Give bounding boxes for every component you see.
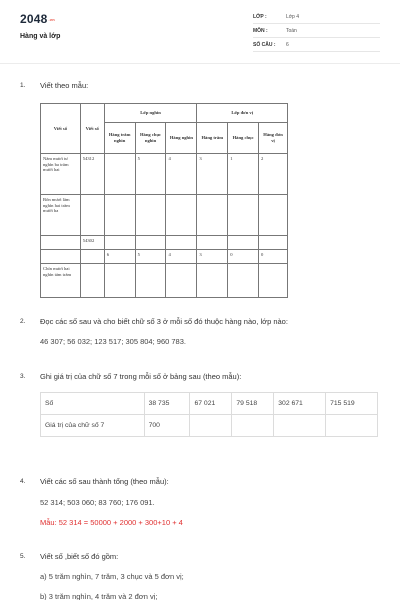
table-cell: Giá trị của chữ số 7 — [41, 415, 145, 437]
meta-value: Lớp 4 — [286, 13, 300, 20]
question-2-text: Đọc các số sau và cho biết chữ số 3 ở mỗi số đó thuộc hàng nào, lớp nào: — [40, 317, 288, 326]
logo-text: 2048 — [20, 12, 48, 26]
meta-row-class — [253, 10, 380, 24]
table-cell[interactable]: 54312 — [80, 154, 104, 195]
table-row — [41, 250, 288, 264]
table-row — [41, 236, 288, 250]
question-4-example: Mẫu: 52 314 = 50000 + 2000 + 300+10 + 4 — [40, 518, 183, 527]
question-4-numbers: 52 314; 503 060; 83 760; 176 091. — [40, 498, 155, 507]
table-cell[interactable] — [135, 264, 166, 298]
table-cell: 302 671 — [274, 393, 326, 415]
table-cell[interactable] — [80, 195, 104, 236]
table-cell[interactable] — [166, 236, 197, 250]
subheader-cell: Hàng chục nghìn — [135, 123, 166, 154]
table-cell[interactable] — [80, 264, 104, 298]
table-cell[interactable] — [41, 236, 81, 250]
table-cell[interactable] — [166, 195, 197, 236]
table-cell[interactable] — [104, 195, 135, 236]
header-cell: Lớp đơn vị — [197, 104, 288, 123]
table-cell[interactable] — [228, 236, 259, 250]
question-5-part-a: a) 5 trăm nghìn, 7 trăm, 3 chục và 5 đơn vị; — [40, 572, 184, 581]
document-title: Hàng và lớp — [20, 33, 61, 40]
question-4-number: 4. — [20, 478, 26, 485]
table-cell[interactable]: 5 — [135, 154, 166, 195]
digit-value-table — [40, 392, 378, 437]
subheader-cell: Hàng nghìn — [166, 123, 197, 154]
table-cell: 79 518 — [232, 393, 274, 415]
subheader-cell: Hàng trăm — [197, 123, 228, 154]
table-cell[interactable] — [104, 154, 135, 195]
header-cell: Viết số — [41, 104, 81, 154]
meta-label: SỐ CÂU : — [253, 41, 276, 48]
table-cell[interactable]: 2 — [259, 154, 288, 195]
table-cell[interactable] — [135, 195, 166, 236]
logo[interactable] — [20, 12, 55, 26]
table-cell[interactable] — [228, 195, 259, 236]
table-cell[interactable]: 0 — [228, 250, 259, 264]
logo-suffix: .vn — [48, 17, 55, 23]
page-header — [20, 10, 380, 58]
table-cell[interactable] — [166, 264, 197, 298]
table-cell[interactable] — [228, 264, 259, 298]
table-cell[interactable] — [197, 195, 228, 236]
header-divider — [0, 63, 400, 64]
table-cell: 67 021 — [190, 393, 232, 415]
table-cell[interactable]: 1 — [228, 154, 259, 195]
meta-label: MÔN : — [253, 27, 268, 34]
table-header-row — [41, 104, 288, 123]
question-5-part-b: b) 3 trăm nghìn, 4 trăm và 2 đơn vị; — [40, 592, 158, 600]
meta-row-subject — [253, 24, 380, 38]
table-cell[interactable] — [135, 236, 166, 250]
table-cell[interactable]: 3 — [197, 154, 228, 195]
meta-value: 6 — [286, 41, 289, 48]
table-cell[interactable]: 5 — [135, 250, 166, 264]
table-cell: 715 519 — [326, 393, 378, 415]
table-cell[interactable]: 54302 — [80, 236, 104, 250]
table-cell: 38 735 — [144, 393, 190, 415]
table-cell[interactable]: 0 — [259, 250, 288, 264]
table-cell[interactable] — [104, 264, 135, 298]
table-row — [41, 195, 288, 236]
table-cell[interactable] — [41, 250, 81, 264]
meta-panel — [253, 10, 380, 52]
table-cell[interactable] — [232, 415, 274, 437]
question-3-text: Ghi giá trị của chữ số 7 trong mỗi số ở bảng sau (theo mẫu): — [40, 372, 242, 381]
table-cell[interactable]: Năm mươi tư nghìn ba trăm mười hai — [41, 154, 81, 195]
question-3-number: 3. — [20, 373, 26, 380]
table-cell[interactable] — [259, 236, 288, 250]
table-cell[interactable] — [80, 250, 104, 264]
table-cell[interactable] — [197, 264, 228, 298]
table-cell[interactable]: Bốn mươi lăm nghìn hai trăm mười ba — [41, 195, 81, 236]
table-cell[interactable]: 6 — [104, 250, 135, 264]
table-row — [41, 154, 288, 195]
subheader-cell: Hàng đơn vị — [259, 123, 288, 154]
table-cell[interactable] — [259, 264, 288, 298]
table-cell[interactable]: 3 — [197, 250, 228, 264]
header-cell: Lớp nghìn — [104, 104, 197, 123]
meta-row-count — [253, 38, 380, 52]
subheader-cell: Hàng chục — [228, 123, 259, 154]
table-cell[interactable] — [197, 236, 228, 250]
question-1-text: Viết theo mẫu: — [40, 81, 89, 90]
question-5-text: Viết số ,biết số đó gồm: — [40, 552, 119, 561]
question-2-number: 2. — [20, 318, 26, 325]
question-1-number: 1. — [20, 82, 26, 89]
table-row — [41, 415, 378, 437]
table-cell[interactable]: 4 — [166, 250, 197, 264]
table-cell[interactable] — [259, 195, 288, 236]
table-row — [41, 393, 378, 415]
table-cell[interactable]: 4 — [166, 154, 197, 195]
table-row — [41, 264, 288, 298]
meta-value: Toán — [286, 27, 297, 34]
meta-label: LỚP : — [253, 13, 267, 20]
question-4-text: Viết các số sau thành tổng (theo mẫu): — [40, 477, 169, 486]
subheader-cell: Hàng trăm nghìn — [104, 123, 135, 154]
table-cell[interactable] — [274, 415, 326, 437]
table-cell: Số — [41, 393, 145, 415]
question-2-numbers: 46 307; 56 032; 123 517; 305 804; 960 783. — [40, 337, 186, 346]
question-5-number: 5. — [20, 553, 26, 560]
table-cell[interactable] — [190, 415, 232, 437]
table-cell[interactable] — [104, 236, 135, 250]
header-cell: Viết số — [80, 104, 104, 154]
table-cell[interactable]: 700 — [144, 415, 190, 437]
table-cell[interactable]: Chín mươi hai nghìn tám trăm — [41, 264, 81, 298]
place-value-table — [40, 103, 288, 298]
table-cell[interactable] — [326, 415, 378, 437]
